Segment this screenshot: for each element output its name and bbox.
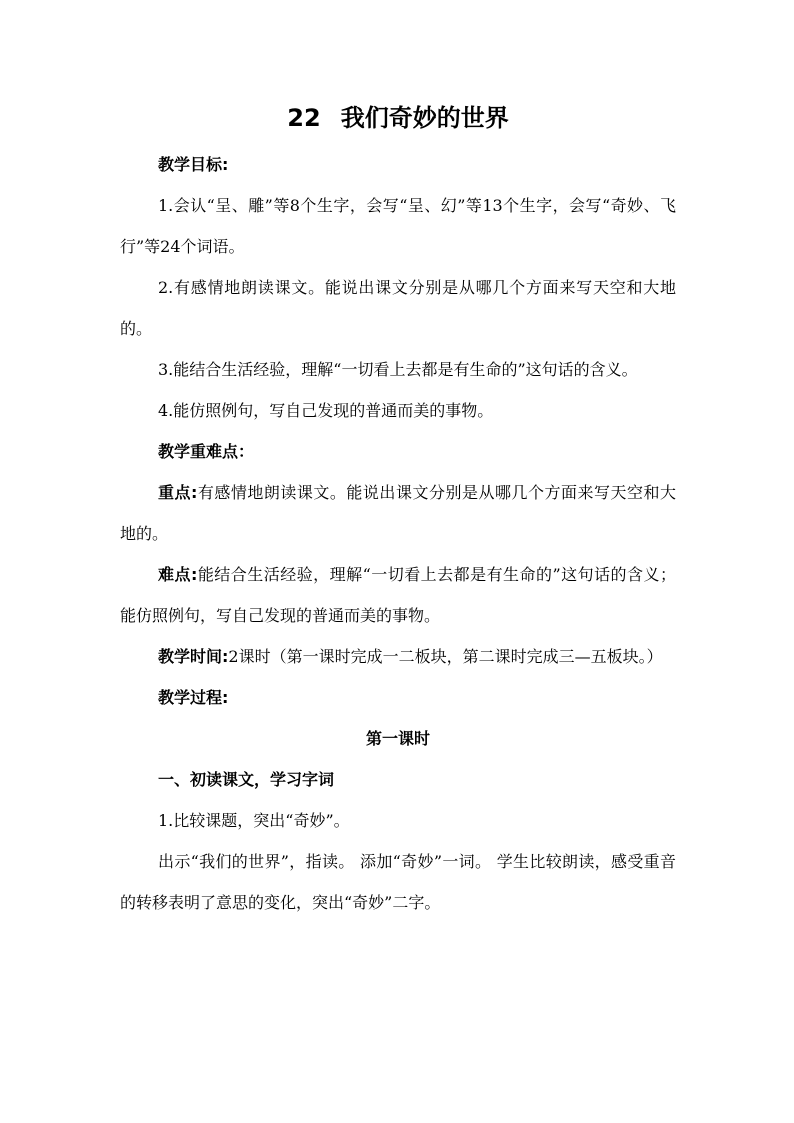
key-point-label: 重点:: [158, 483, 198, 502]
goal-item-2: 2.有感情地朗读课文。能说出课文分别是从哪几个方面来写天空和大地的。: [120, 278, 676, 338]
goal-item-4: 4.能仿照例句，写自己发现的普通而美的事物。: [158, 401, 494, 420]
teaching-time-text: 2课时（第一课时完成一二板块，第二课时完成三—五板块。）: [228, 647, 663, 666]
difficult-point-paragraph: [120, 554, 676, 636]
page-title: [120, 96, 676, 140]
document-page: [120, 96, 676, 923]
lesson-title: 第一课时: [365, 729, 430, 748]
goal-item-1: 1.会认“呈、雕”等8个生字，会写“呈、幻”等13个生字，会写“奇妙、飞行”等24个词语。: [120, 196, 676, 256]
goal-item-3: 3.能结合生活经验，理解“一切看上去都是有生命的”这句话的含义。: [158, 360, 638, 379]
title-text: 我们奇妙的世界: [340, 104, 509, 132]
process-heading: 教学过程:: [158, 688, 229, 707]
keypoints-heading: 教学重难点：: [158, 442, 255, 461]
section-heading-1: 一、初读课文，学习字词: [158, 770, 335, 789]
teaching-time-paragraph: [120, 636, 676, 677]
step-1-detail: 出示“我们的世界”，指读。 添加“奇妙”一词。 学生比较朗读，感受重音的转移表明了意思的变化，突出“奇妙”二字。: [120, 852, 676, 912]
title-number: 22: [287, 104, 321, 132]
key-point-text: 有感情地朗读课文。能说出课文分别是从哪几个方面来写天空和大地的。: [120, 483, 676, 543]
goals-heading: 教学目标:: [158, 155, 229, 174]
difficult-point-label: 难点:: [158, 565, 198, 584]
difficult-point-text: 能结合生活经验，理解“一切看上去都是有生命的”这句话的含义；能仿照例句，写自己发现的普通而美的事物。: [120, 565, 676, 625]
teaching-time-label: 教学时间:: [158, 647, 229, 666]
key-point-paragraph: [120, 472, 676, 554]
step-1: 1.比较课题，突出“奇妙”。: [158, 811, 350, 830]
